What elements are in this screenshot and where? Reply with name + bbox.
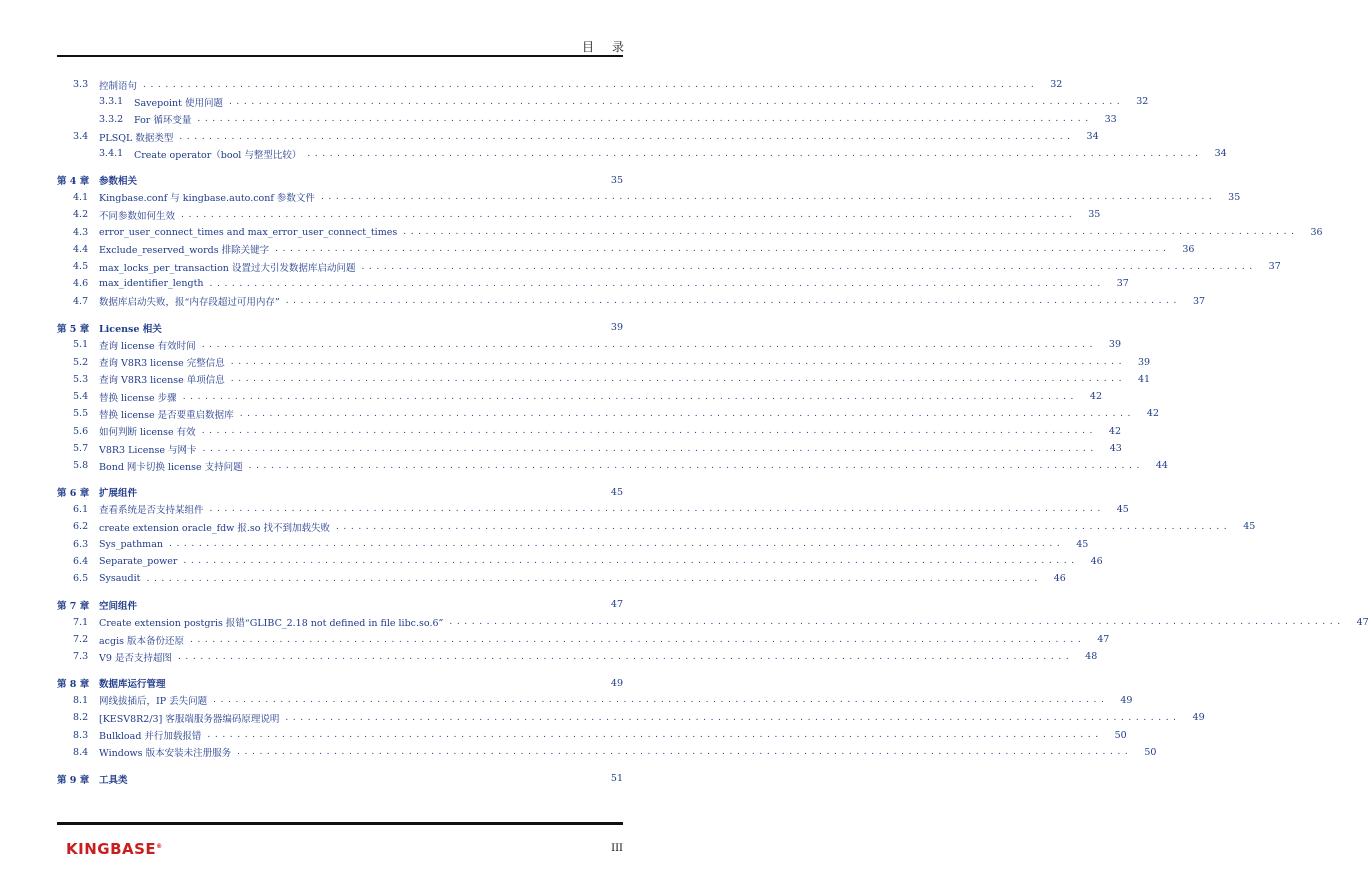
- toc-entry-number: 第 7 章: [57, 600, 90, 612]
- toc-entry-title: 工具类: [99, 774, 128, 786]
- toc-entry-page: 35: [1228, 191, 1241, 203]
- toc-entry-title: 查看系统是否支持某组件: [99, 505, 204, 517]
- toc-entry-number: 4.7: [73, 295, 89, 307]
- toc-entry-page: 42: [1108, 425, 1121, 437]
- toc-entry-page: 35: [610, 174, 623, 186]
- toc-entry[interactable]: [57, 223, 1323, 240]
- toc-entry-title: 数据库启动失败，报“内存段超过可用内存”: [99, 297, 280, 309]
- toc-entry-page: 50: [1114, 729, 1127, 741]
- toc-chapter-entry[interactable]: [57, 319, 623, 336]
- toc-entry-number: 6.2: [73, 521, 89, 533]
- toc-entry[interactable]: [57, 631, 1110, 648]
- toc-entry[interactable]: [57, 189, 1241, 206]
- toc-entry-title: 替换 license 是否要重启数据库: [99, 409, 234, 421]
- toc-entry-title: Kingbase.conf 与 kingbase.auto.conf 参数文件: [99, 193, 315, 205]
- toc-entry-page: 37: [1116, 278, 1129, 290]
- header-rule: [57, 55, 623, 57]
- toc-leader-dots: ........................................................................................................................: [275, 244, 1171, 255]
- toc-entry-number: 3.3: [73, 79, 89, 91]
- toc-entry[interactable]: [57, 371, 1151, 388]
- toc-entry[interactable]: [57, 709, 1205, 726]
- toc-entry-title: License 相关: [99, 323, 162, 335]
- table-of-contents: [57, 76, 1369, 787]
- toc-entry-page: 49: [1120, 694, 1133, 706]
- toc-leader-dots: ........................................................................................................................: [197, 114, 1093, 125]
- toc-chapter-entry[interactable]: [57, 770, 623, 787]
- toc-entry-number: 8.3: [73, 729, 89, 741]
- toc-entry-number: 5.5: [73, 408, 89, 420]
- toc-entry[interactable]: [57, 258, 1281, 275]
- toc-leader-dots: ........................................................................................................................: [320, 192, 1217, 203]
- toc-entry-number: 5.7: [73, 443, 89, 455]
- toc-entry-number: 5.6: [73, 425, 89, 437]
- toc-entry[interactable]: [57, 518, 1256, 535]
- toc-entry-number: 5.1: [73, 339, 89, 351]
- toc-entry-title: Bulkload 并行加载报错: [99, 731, 202, 743]
- toc-entry-title: 数据库运行管理: [99, 679, 166, 691]
- toc-entry-title: 如何判断 license 有效: [99, 427, 196, 439]
- toc-entry-number: 3.4.1: [99, 148, 124, 160]
- toc-entry-page: 47: [1356, 616, 1369, 628]
- toc-entry-number: 3.3.2: [99, 113, 124, 125]
- toc-entry[interactable]: [57, 648, 1098, 665]
- toc-entry[interactable]: [57, 353, 1151, 370]
- toc-entry-number: 5.3: [73, 373, 89, 385]
- toc-entry-title: max_identifier_length: [99, 278, 204, 290]
- toc-entry-number: 第 6 章: [57, 488, 90, 500]
- toc-entry-title: max_locks_per_transaction 设置过大引发数据库启动问题: [99, 262, 356, 274]
- toc-leader-dots: ........................................................................................................................: [207, 730, 1103, 741]
- toc-entry[interactable]: [57, 501, 1129, 518]
- toc-leader-dots: ........................................................................................................................: [335, 521, 1232, 532]
- toc-entry-title: Separate_power: [99, 555, 178, 567]
- toc-entry-number: 第 5 章: [57, 323, 90, 335]
- toc-leader-dots: ........................................................................................................................: [182, 391, 1078, 402]
- toc-entry-number: 3.4: [73, 131, 89, 143]
- toc-leader-dots: ........................................................................................................................: [285, 296, 1182, 307]
- toc-entry[interactable]: [57, 206, 1101, 223]
- toc-entry-page: 32: [1136, 96, 1149, 108]
- toc-leader-dots: ........................................................................................................................: [179, 131, 1075, 142]
- toc-entry-page: 43: [1109, 443, 1122, 455]
- toc-entry-title: PLSQL 数据类型: [99, 132, 174, 144]
- toc-leader-dots: ........................................................................................................................: [181, 209, 1077, 220]
- toc-entry-number: 8.2: [73, 712, 89, 724]
- toc-entry-number: 第 4 章: [57, 176, 90, 188]
- toc-entry-title: Sys_pathman: [99, 538, 163, 550]
- toc-leader-dots: ........................................................................................................................: [285, 712, 1181, 723]
- toc-entry-page: 32: [1050, 79, 1063, 91]
- toc-entry-page: 41: [1138, 373, 1151, 385]
- toc-entry[interactable]: [57, 405, 1159, 422]
- toc-entry-page: 39: [1138, 356, 1151, 368]
- toc-entry-title: 网线拔插后，IP 丢失问题: [99, 696, 208, 708]
- toc-entry[interactable]: [57, 128, 1099, 145]
- toc-entry[interactable]: [57, 76, 1063, 93]
- toc-leader-dots: ........................................................................................................................: [228, 96, 1125, 107]
- toc-entry-number: 5.4: [73, 391, 89, 403]
- toc-entry[interactable]: [57, 535, 1089, 552]
- toc-entry-title: V8R3 License 与网卡: [99, 444, 197, 456]
- toc-entry-page: 45: [1243, 521, 1256, 533]
- toc-entry-number: 4.2: [73, 209, 89, 221]
- toc-entry-title: Windows 版本安装未注册服务: [99, 748, 232, 760]
- toc-entry-number: 4.5: [73, 261, 89, 273]
- toc-leader-dots: ........................................................................................................................: [190, 634, 1086, 645]
- toc-entry-title: [KESV8R2/3] 客服端服务器编码原理说明: [99, 713, 280, 725]
- toc-entry-page: 49: [610, 677, 623, 689]
- toc-entry[interactable]: [57, 293, 1206, 310]
- toc-entry[interactable]: [57, 93, 1149, 110]
- toc-entry[interactable]: [57, 726, 1127, 743]
- toc-entry-number: 7.3: [73, 651, 89, 663]
- toc-entry-number: 7.1: [73, 616, 89, 628]
- toc-entry-number: 第 9 章: [57, 774, 90, 786]
- toc-entry-number: 第 8 章: [57, 679, 90, 691]
- toc-entry-title: For 循环变量: [134, 115, 192, 127]
- toc-entry[interactable]: [57, 388, 1102, 405]
- toc-leader-dots: ........................................................................................................................: [201, 339, 1097, 350]
- toc-entry[interactable]: [57, 423, 1121, 440]
- toc-entry[interactable]: [57, 336, 1121, 353]
- toc-leader-dots: ........................................................................................................................: [183, 556, 1079, 567]
- toc-entry-title: Create operator（bool 与整型比较）: [134, 149, 302, 161]
- toc-entry-title: 查询 V8R3 license 完整信息: [99, 358, 225, 370]
- toc-entry-number: 4.1: [73, 191, 89, 203]
- toc-entry-title: Savepoint 使用问题: [134, 97, 223, 109]
- toc-entry[interactable]: [57, 111, 1117, 128]
- toc-leader-dots: ........................................................................................................................: [361, 261, 1257, 272]
- running-header-title: 目录: [581, 40, 642, 54]
- toc-entry-page: 45: [1116, 503, 1129, 515]
- toc-entry-page: 39: [1108, 339, 1121, 351]
- toc-chapter-entry[interactable]: [57, 675, 623, 692]
- toc-entry-page: 47: [1097, 634, 1110, 646]
- toc-entry-title: 参数相关: [99, 176, 138, 188]
- toc-entry-page: 39: [610, 322, 623, 333]
- toc-entry-number: 7.2: [73, 634, 89, 646]
- toc-entry-page: 34: [1086, 131, 1099, 143]
- toc-leader-dots: ........................................................................................................................: [449, 617, 1345, 628]
- toc-entry-page: 51: [610, 773, 623, 785]
- toc-entry-page: 36: [1182, 243, 1195, 255]
- toc-entry-page: 37: [1268, 261, 1281, 273]
- toc-entry-page: 46: [1090, 555, 1103, 567]
- toc-leader-dots: ........................................................................................................................: [177, 651, 1074, 662]
- toc-leader-dots: ........................................................................................................................: [230, 374, 1127, 385]
- toc-entry-number: 5.8: [73, 460, 89, 472]
- toc-entry-page: 50: [1144, 746, 1157, 758]
- toc-leader-dots: ........................................................................................................................: [146, 573, 1042, 584]
- toc-entry-title: Sysaudit: [99, 573, 141, 585]
- toc-entry-page: 42: [1146, 408, 1159, 420]
- toc-entry[interactable]: [57, 241, 1195, 258]
- toc-entry-title: Create extension postgris 报错“GLIBC_2.18 not defined in file libc.so.6”: [99, 618, 444, 630]
- toc-entry-page: 33: [1104, 113, 1117, 125]
- toc-leader-dots: ........................................................................................................................: [403, 227, 1299, 238]
- toc-entry-title: 控制语句: [99, 80, 138, 92]
- toc-entry-title: acgis 版本备份还原: [99, 635, 184, 647]
- toc-leader-dots: ........................................................................................................................: [239, 408, 1135, 419]
- toc-entry[interactable]: [57, 457, 1168, 474]
- toc-entry[interactable]: [57, 275, 1129, 292]
- toc-entry-title: Bond 网卡切换 license 支持问题: [99, 461, 243, 473]
- toc-entry-number: 6.5: [73, 573, 89, 585]
- toc-entry-number: 4.6: [73, 278, 89, 290]
- toc-entry-title: error_user_connect_times and max_error_user_connect_times: [99, 226, 398, 238]
- toc-entry-page: 36: [1310, 226, 1323, 238]
- toc-entry-page: 45: [1076, 538, 1089, 550]
- toc-entry[interactable]: [57, 614, 1369, 631]
- toc-entry-title: V9 是否支持超图: [99, 652, 172, 664]
- toc-entry-title: 空间组件: [99, 600, 138, 612]
- toc-leader-dots: ........................................................................................................................: [209, 504, 1105, 515]
- toc-entry-page: 49: [1192, 712, 1205, 724]
- toc-entry-number: 8.1: [73, 694, 89, 706]
- toc-chapter-entry[interactable]: [57, 484, 623, 501]
- toc-entry-page: 44: [1155, 460, 1168, 472]
- toc-entry-number: 6.4: [73, 555, 89, 567]
- toc-leader-dots: ........................................................................................................................: [209, 278, 1105, 289]
- toc-entry-title: 查询 license 有效时间: [99, 340, 196, 352]
- toc-entry-number: 6.3: [73, 538, 89, 550]
- toc-entry-page: 45: [610, 486, 623, 498]
- toc-entry-page: 48: [1085, 651, 1098, 663]
- toc-leader-dots: ........................................................................................................................: [213, 695, 1109, 706]
- toc-leader-dots: ........................................................................................................................: [307, 148, 1203, 159]
- toc-leader-dots: ........................................................................................................................: [143, 79, 1039, 90]
- toc-entry-title: 查询 V8R3 license 单项信息: [99, 375, 225, 387]
- toc-entry[interactable]: [57, 553, 1103, 570]
- toc-leader-dots: ........................................................................................................................: [237, 747, 1133, 758]
- toc-entry-page: 46: [1053, 573, 1066, 585]
- toc-entry-title: 扩展组件: [99, 488, 138, 500]
- toc-entry-number: 4.3: [73, 226, 89, 238]
- toc-entry-number: 5.2: [73, 356, 89, 368]
- toc-leader-dots: ........................................................................................................................: [202, 443, 1098, 454]
- toc-chapter-entry[interactable]: [57, 596, 623, 613]
- toc-entry-number: 6.1: [73, 503, 89, 515]
- toc-entry-number: 4.4: [73, 243, 89, 255]
- toc-leader-dots: ........................................................................................................................: [248, 460, 1144, 471]
- toc-entry[interactable]: [57, 744, 1157, 761]
- toc-entry-page: 37: [1192, 295, 1206, 307]
- toc-entry[interactable]: [57, 440, 1122, 457]
- toc-entry-page: 42: [1089, 391, 1102, 403]
- toc-entry-title: 替换 license 步骤: [99, 392, 177, 404]
- toc-entry[interactable]: [57, 692, 1133, 709]
- toc-entry[interactable]: [57, 570, 1066, 587]
- toc-entry-title: Exclude_reserved_words 排除关键字: [99, 245, 270, 257]
- toc-entry-page: 34: [1214, 148, 1227, 160]
- toc-entry-title: create extension oracle_fdw 报.so 找不到加载失败: [99, 522, 330, 534]
- toc-entry[interactable]: [57, 145, 1227, 162]
- page-number: III: [611, 843, 623, 854]
- toc-entry-number: 3.3.1: [99, 96, 124, 108]
- footer-rule: [57, 822, 623, 825]
- toc-leader-dots: ........................................................................................................................: [168, 539, 1065, 550]
- toc-chapter-entry[interactable]: [57, 171, 623, 188]
- toc-entry-number: 8.4: [73, 746, 89, 758]
- toc-entry-page: 47: [610, 599, 623, 611]
- toc-leader-dots: ........................................................................................................................: [201, 426, 1097, 437]
- toc-entry-title: 不同参数如何生效: [99, 210, 176, 222]
- toc-entry-page: 35: [1088, 209, 1101, 221]
- kingbase-logo: KINGBASE®: [66, 840, 163, 858]
- toc-leader-dots: ........................................................................................................................: [230, 357, 1127, 368]
